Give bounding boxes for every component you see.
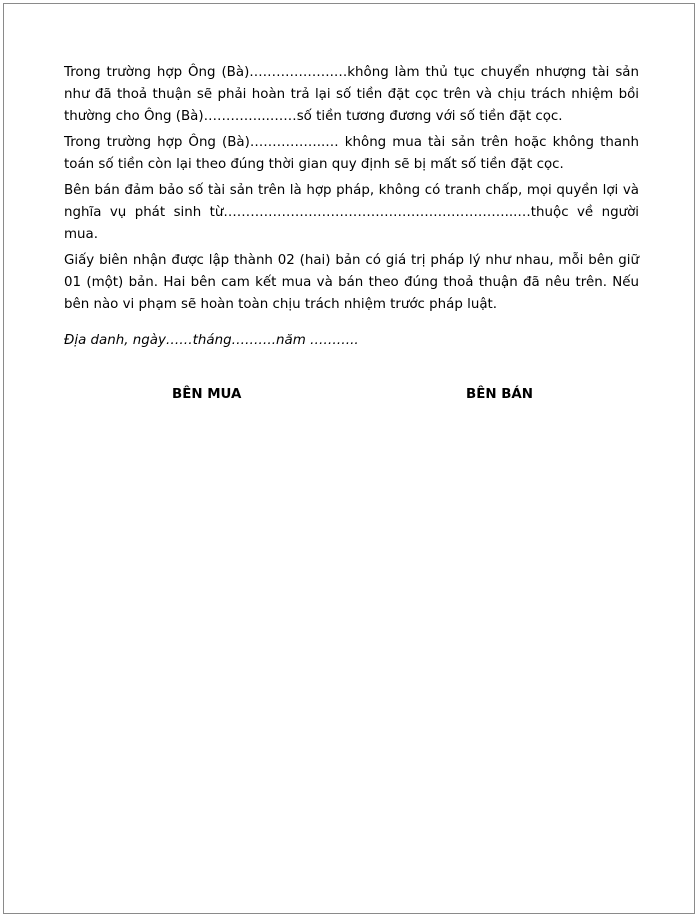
document-page — [3, 3, 695, 914]
paragraph-buyer-breach: Trong trường hợp Ông (Bà)……………..… không mua tài sản trên hoặc không thanh toán số tiền còn lại theo đúng thời gian quy định sẽ bị mất số tiền đặt cọc. — [64, 135, 639, 172]
signature-block — [4, 384, 700, 408]
paragraph-seller-guarantee: Bên bán đảm bảo số tài sản trên là hợp pháp, không có tranh chấp, mọi quyền lợi và nghĩa vụ phát sinh từ………………………………………………………...…thuộc về người mua. — [64, 183, 639, 242]
paragraph-seller-breach: Trong trường hợp Ông (Bà)……………….…không làm thủ tục chuyển nhượng tài sản như đã thoả thuận sẽ phải hoàn trả lại số tiền đặt cọc trên và chịu trách nhiệm bồi thường cho Ông (Bà)…………...……số tiền tương đương với số tiền đặt cọc. — [64, 65, 639, 124]
document-body — [64, 62, 639, 356]
place-date-line: Địa danh, ngày……tháng……….năm ……….. — [64, 333, 359, 348]
seller-signature-label: BÊN BÁN — [466, 387, 533, 402]
buyer-signature-label: BÊN MUA — [172, 387, 242, 402]
paragraph-copies-commitment: Giấy biên nhận được lập thành 02 (hai) bản có giá trị pháp lý như nhau, mỗi bên giữ 01 (một) bản. Hai bên cam kết mua và bán theo đúng thoả thuận đã nêu trên. Nếu bên nào vi phạm sẽ hoàn toàn chịu trách nhiệm trước pháp luật. — [64, 253, 639, 312]
